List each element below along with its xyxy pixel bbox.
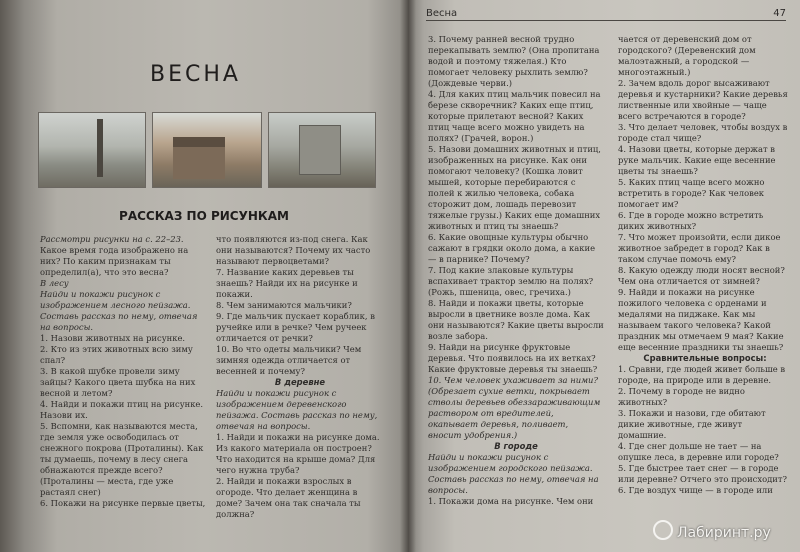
- paragraph: В городе: [494, 441, 538, 451]
- paragraph: 5. Назови домашних животных и птиц, изображенных на рисунке. Как они помогают человеку? (Кошка ловит мышей, которые перебираются с полей к жилью человека, собака сторожит дом, лошадь перевозит тяжелые грузы.) Каких еще домашних животных и птиц ты знаешь?: [428, 144, 601, 231]
- paragraph: 1. Назови животных на рисунке.: [40, 333, 186, 343]
- paragraph: 7. Под какие злаковые культуры вспахивает трактор землю на полях? (Рожь, пшеница, овес, гречиха.): [428, 265, 594, 297]
- paragraph: 4. Назови цветы, которые держат в руке мальчик. Какие еще весенние цветы ты знаешь?: [618, 144, 776, 176]
- paragraph: 5. Вспомни, как называются места, где земля уже освободилась от снежного покрова (Проталины). Как ты думаешь, почему в лесу снега обнажаются прежде всего? (Проталины — места, где уже растаял снег): [40, 421, 204, 497]
- paragraph: 9. Найди на рисунке фруктовые деревья. Что появилось на их ветках? Какие фруктовые деревья ты знаешь?: [428, 342, 598, 374]
- paragraph: 7. Название каких деревьев ты знаешь? Найди их на рисунке и покажи.: [216, 267, 358, 299]
- city-illustration: [268, 112, 376, 188]
- forest-illustration: [38, 112, 146, 188]
- left-column-2: [216, 234, 384, 520]
- paragraph: Рассмотри рисунки на с. 22–23.: [40, 234, 184, 244]
- paragraph: 6. Какие овощные культуры обычно сажают в грядки около дома, а какие — в парнике? Почему?: [428, 232, 596, 264]
- paragraph: 9. Найди и покажи на рисунке пожилого человека с орденами и медалями на пиджаке. Как мы называем такого человека? Какой праздник мы отмечаем 9 мая? Какие еще весенние праздники ты знаешь?: [618, 287, 784, 352]
- paragraph: Найди и покажи рисунок с изображением деревенского пейзажа. Составь рассказ по нему, отвечая на вопросы.: [216, 388, 378, 431]
- paragraph: 2. Зачем вдоль дорог высаживают деревья и кустарники? Какие деревья лиственные или хвойные — чаще всего встречаются в городе?: [618, 78, 788, 121]
- house-shape: [173, 137, 225, 179]
- watermark-text: Лабиринт.ру: [677, 525, 771, 541]
- paragraph: 7. Что может произойти, если дикое животное забредет в город? Как в таком случае помочь ему?: [618, 232, 781, 264]
- paragraph: 8. Чем занимаются мальчики?: [216, 300, 352, 310]
- page-number: 47: [773, 8, 786, 19]
- paragraph: Сравнительные вопросы:: [643, 353, 767, 363]
- tree-shape: [97, 119, 103, 177]
- paragraph: 2. Кто из этих животных всю зиму спал?: [40, 344, 193, 365]
- right-column-2: [618, 34, 792, 496]
- running-head-title: Весна: [426, 8, 458, 19]
- paragraph: что появляются из-под снега. Как они называются? Почему их часто называют первоцветами?: [216, 234, 371, 266]
- paragraph: 10. Чем человек ухаживает за ними? (Обрезает сухие ветки, покрывает стволы деревьев обеззараживающим раствором от вредителей, окапывает деревья, поливает, вносит удобрения.): [428, 375, 601, 440]
- book-gutter: [400, 0, 416, 552]
- paragraph: 1. Покажи дома на рисунке. Чем они: [428, 496, 594, 506]
- village-illustration: [152, 112, 262, 188]
- paragraph: 5. Где быстрее тает снег — в городе или деревне? Отчего это происходит?: [618, 463, 787, 484]
- paragraph: 6. Покажи на рисунке первые цветы,: [40, 498, 206, 508]
- paragraph: Найди и покажи рисунок с изображением городского пейзажа. Составь рассказ по нему, отвечая на вопросы.: [428, 452, 599, 495]
- paragraph: Найди и покажи рисунок с изображением лесного пейзажа. Составь рассказ по нему, отвечая на вопросы.: [40, 289, 198, 332]
- watermark: [653, 520, 793, 542]
- building-shape: [299, 125, 341, 175]
- labirint-logo-icon: [653, 520, 673, 540]
- paragraph: 1. Сравни, где людей живет больше в городе, на природе или в деревне.: [618, 364, 786, 385]
- paragraph: В деревне: [274, 377, 326, 387]
- paragraph: 8. Какую одежду люди носят весной? Чем она отличается от зимней?: [618, 265, 785, 286]
- paragraph: 6. Где в городе можно встретить диких животных?: [618, 210, 764, 231]
- paragraph: 2. Почему в городе не видно животных?: [618, 386, 745, 407]
- paragraph: 3. В какой шубке провели зиму зайцы? Какого цвета шубка на них весной и летом?: [40, 366, 196, 398]
- section-subtitle: РАССКАЗ ПО РИСУНКАМ: [119, 209, 289, 223]
- paragraph: 6. Где воздух чище — в городе или: [618, 485, 773, 495]
- paragraph: Какое время года изображено на них? По каким признакам ты определил(а), что это весна?: [40, 245, 189, 277]
- paragraph: 3. Что делает человек, чтобы воздух в городе стал чище?: [618, 122, 788, 143]
- paragraph: 5. Каких птиц чаще всего можно встретить в городе? Как человек помогает им?: [618, 177, 765, 209]
- paragraph: чается от деревенский дом от городского? (Деревенский дом малоэтажный, а городской — многоэтажный.): [618, 34, 756, 77]
- paragraph: В лесу: [40, 278, 69, 288]
- paragraph: 10. Во что одеты мальчики? Чем зимняя одежда отличается от весенней и почему?: [216, 344, 362, 376]
- right-page: [408, 0, 800, 552]
- left-column-1: [40, 234, 206, 509]
- paragraph: 2. Найди и покажи взрослых в огороде. Что делает женщина в доме? Зачем она так сначала ты должна?: [216, 476, 361, 519]
- paragraph: 4. Для каких птиц мальчик повесил на березе скворечник? Каких еще птиц, которые прилетают весной? Каких птиц чаще всего можно увидеть на полях? (Грачей, ворон.): [428, 89, 601, 143]
- paragraph: 3. Почему ранней весной трудно перекапывать землю? (Она пропитана водой и поэтому тяжелая.) Кто помогает человеку рыхлить землю? (Дождевые черви.): [428, 34, 600, 88]
- paragraph: 9. Где мальчик пускает кораблик, в ручейке или в речке? Чем ручеек отличается от речки?: [216, 311, 375, 343]
- paragraph: 3. Покажи и назови, где обитают дикие животные, где живут домашние.: [618, 408, 766, 440]
- page-title: ВЕСНА: [150, 62, 241, 87]
- right-column-1: [428, 34, 604, 507]
- paragraph: 4. Где снег дольше не тает — на опушке леса, в деревне или городе?: [618, 441, 779, 462]
- paragraph: 4. Найди и покажи птиц на рисунке. Назови их.: [40, 399, 204, 420]
- paragraph: 1. Найди и покажи на рисунке дома. Из какого материала он построен? Что находится на крыше дома? Для чего нужна труба?: [216, 432, 380, 475]
- running-header: [426, 8, 786, 21]
- paragraph: 8. Найди и покажи цветы, которые выросли в цветнике возле дома. Как они называются? Какие цветы выросли возле забора.: [428, 298, 604, 341]
